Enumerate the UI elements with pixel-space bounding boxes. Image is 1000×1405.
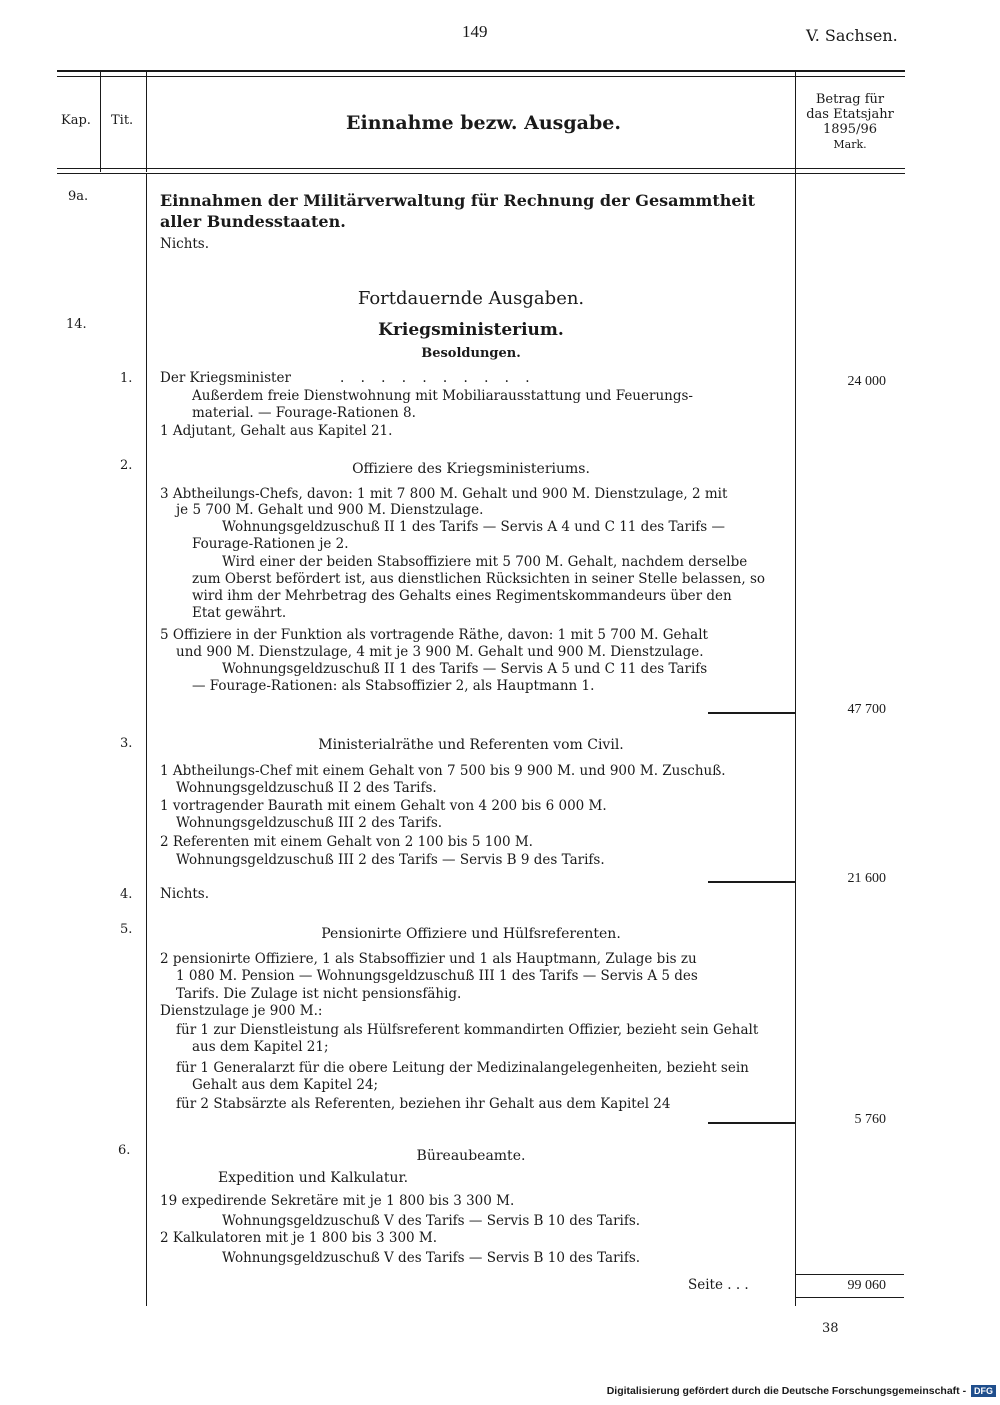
tit-2-amount: 47 700	[847, 702, 886, 717]
col-divider-kap	[100, 72, 101, 172]
seite-bottom-rule	[796, 1297, 904, 1298]
tit-5-amount: 5 760	[854, 1112, 886, 1127]
tit-6-heading: Büreaubeamte.	[416, 1148, 526, 1164]
kap-9a-title: Einnahmen der Militärverwaltung für Rechnung der Gesammtheit aller Bundesstaaten.	[160, 191, 756, 231]
tit-3-heading: Ministerialräthe und Referenten vom Civil.	[318, 737, 624, 753]
tit-2-line: und 900 M. Dienstzulage, 4 mit je 3 900 M. Gehalt und 900 M. Dienstzulage.	[176, 644, 704, 660]
tit-5-line: Gehalt aus dem Kapitel 24;	[192, 1077, 379, 1093]
tit-2-line: 5 Offiziere in der Funktion als vortragende Räthe, davon: 1 mit 5 700 M. Gehalt	[160, 627, 708, 643]
tit-1-line2: Außerdem freie Dienstwohnung mit Mobiliarausstattung und Feuerungs-	[192, 388, 693, 404]
tit-5-line: aus dem Kapitel 21;	[192, 1039, 329, 1055]
tit-2-heading: Offiziere des Kriegsministeriums.	[352, 461, 590, 477]
tit-5-line: für 1 zur Dienstleistung als Hülfsreferent kommandirten Offizier, bezieht sein Gehalt	[176, 1022, 759, 1038]
header-bottom-rule-2	[57, 173, 905, 174]
col-divider-tit-header	[146, 72, 147, 172]
section-title: Fortdauernde Ausgaben.	[357, 288, 585, 309]
seite-top-rule	[796, 1274, 904, 1275]
tit-3-line: Wohnungsgeldzuschuß III 2 des Tarifs — Servis B 9 des Tarifs.	[176, 852, 605, 868]
tit-2-label: 2.	[120, 458, 133, 473]
tit-5-line: 1 080 M. Pension — Wohnungsgeldzuschuß III 1 des Tarifs — Servis A 5 des	[176, 968, 698, 984]
tit-2-sum-rule	[708, 712, 795, 714]
seite-amount: 99 060	[847, 1278, 886, 1293]
kap-9a-label: 9a.	[68, 189, 89, 204]
tit-5-label: 5.	[120, 922, 133, 937]
tit-5-line: für 2 Stabsärzte als Referenten, beziehen ihr Gehalt aus dem Kapitel 24	[176, 1096, 671, 1112]
col-header-kap: Kap.	[61, 113, 91, 128]
tit-5-line: für 1 Generalarzt für die obere Leitung der Medizinalangelegenheiten, bezieht sein	[176, 1060, 749, 1076]
kap-14-subtitle: Besoldungen.	[421, 346, 521, 361]
tit-4-label: 4.	[120, 887, 133, 902]
section-label: V. Sachsen.	[806, 26, 898, 45]
tit-2-line: Wird einer der beiden Stabsoffiziere mit 5 700 M. Gehalt, nachdem derselbe	[222, 554, 748, 570]
tit-1-line1: Der Kriegsminister	[160, 370, 291, 386]
tit-2-line: je 5 700 M. Gehalt und 900 M. Dienstzulage.	[176, 502, 484, 518]
kap-14-title: Kriegsministerium.	[378, 320, 564, 340]
tit-2-line: Wohnungsgeldzuschuß II 1 des Tarifs — Servis A 4 und C 11 des Tarifs —	[222, 519, 726, 535]
tit-5-line: Tarifs. Die Zulage ist nicht pensionsfähig.	[176, 986, 462, 1002]
tit-5-sum-rule	[708, 1122, 795, 1124]
tit-2-line: Wohnungsgeldzuschuß II 1 des Tarifs — Servis A 5 und C 11 des Tarifs	[222, 661, 708, 677]
page-number: 149	[462, 22, 488, 41]
tit-2-line: Fourage-Rationen je 2.	[192, 536, 349, 552]
tit-3-line: 1 vortragender Baurath mit einem Gehalt von 4 200 bis 6 000 M.	[160, 798, 607, 814]
tit-2-line: 3 Abtheilungs-Chefs, davon: 1 mit 7 800 M. Gehalt und 900 M. Dienstzulage, 2 mit	[160, 486, 728, 502]
tit-5-line: 2 pensionirte Offiziere, 1 als Stabsoffizier und 1 als Hauptmann, Zulage bis zu	[160, 951, 697, 967]
col-header-main: Einnahme bezw. Ausgabe.	[346, 112, 621, 134]
signature-mark: 38	[822, 1321, 839, 1336]
tit-3-line: 2 Referenten mit einem Gehalt von 2 100 bis 5 100 M.	[160, 834, 533, 850]
tit-3-amount: 21 600	[847, 871, 886, 886]
col-divider-tit	[146, 174, 147, 1306]
tit-1-dots: . . . . . . . . . .	[340, 370, 536, 386]
tit-1-line3: material. — Fourage-Rationen 8.	[192, 405, 416, 421]
tit-2-line: zum Oberst befördert ist, aus dienstlichen Rücksichten in seiner Stelle belassen, so	[192, 571, 766, 587]
dfg-logo: DFG	[971, 1385, 996, 1397]
amount-header-unit: Mark.	[833, 138, 867, 151]
tit-6-line: Wohnungsgeldzuschuß V des Tarifs — Servis B 10 des Tarifs.	[222, 1213, 641, 1229]
tit-6-line: 19 expedirende Sekretäre mit je 1 800 bis 3 300 M.	[160, 1193, 515, 1209]
credit-text: Digitalisierung gefördert durch die Deutsche Forschungsgemeinschaft -	[606, 1385, 967, 1397]
header-bottom-rule	[57, 168, 905, 169]
tit-1-line4: 1 Adjutant, Gehalt aus Kapitel 21.	[160, 423, 393, 439]
tit-6-line: Wohnungsgeldzuschuß V des Tarifs — Servis B 10 des Tarifs.	[222, 1250, 641, 1266]
tit-6-line: 2 Kalkulatoren mit je 1 800 bis 3 300 M.	[160, 1230, 438, 1246]
kap-9a-text: Nichts.	[160, 236, 210, 252]
digitization-credit	[560, 1385, 996, 1397]
tit-4-text: Nichts.	[160, 886, 210, 902]
col-header-tit: Tit.	[111, 113, 134, 128]
tit-3-sum-rule	[708, 881, 795, 883]
tit-3-line: 1 Abtheilungs-Chef mit einem Gehalt von 7 500 bis 9 900 M. und 900 M. Zuschuß.	[160, 763, 726, 779]
tit-1-label: 1.	[120, 371, 133, 386]
seite-label: Seite . . .	[688, 1277, 749, 1293]
kap-14-label: 14.	[66, 317, 87, 332]
amount-header-line1: Betrag für	[815, 92, 885, 107]
tit-2-line: wird ihm der Mehrbetrag des Gehalts eines Regimentskommandeurs über den	[192, 588, 732, 604]
tit-2-line: Etat gewährt.	[192, 605, 287, 621]
amount-header-line3: 1895/96	[822, 122, 877, 137]
tit-6-label: 6.	[118, 1143, 131, 1158]
tit-5-heading: Pensionirte Offiziere und Hülfsreferenten.	[321, 926, 621, 942]
tit-2-line: — Fourage-Rationen: als Stabsoffizier 2, als Hauptmann 1.	[192, 678, 595, 694]
amount-header-line2: das Etatsjahr	[806, 107, 894, 122]
tit-1-amount: 24 000	[847, 374, 886, 389]
col-header-amount	[797, 92, 903, 152]
tit-3-line: Wohnungsgeldzuschuß III 2 des Tarifs.	[176, 815, 443, 831]
tit-3-label: 3.	[120, 736, 133, 751]
tit-3-line: Wohnungsgeldzuschuß II 2 des Tarifs.	[176, 780, 437, 796]
top-rule	[57, 70, 905, 72]
tit-6-subheading: Expedition und Kalkulatur.	[218, 1170, 409, 1186]
col-divider-amount	[795, 72, 796, 1306]
top-rule-2	[57, 76, 905, 77]
tit-5-line: Dienstzulage je 900 M.:	[160, 1003, 323, 1019]
